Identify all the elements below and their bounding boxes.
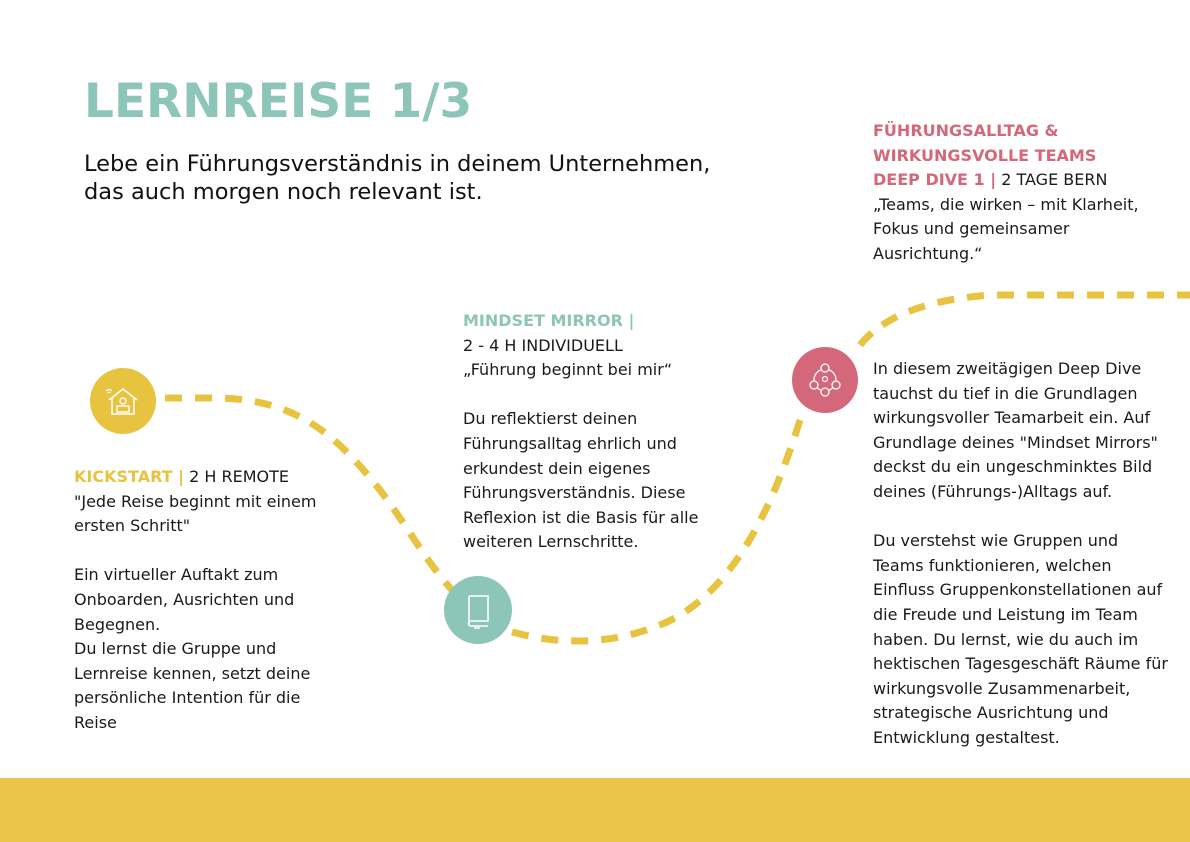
deepdive-body2-line: Du verstehst wie Gruppen und bbox=[873, 531, 1119, 551]
deepdive-body2-line: Entwicklung gestaltest. bbox=[873, 727, 1060, 747]
deepdive-title: DEEP DIVE 1 | bbox=[873, 170, 997, 190]
deepdive-body-line: tauchst du tief in die Grundlagen bbox=[873, 383, 1138, 403]
mindset-body-line: weiteren Lernschritte. bbox=[463, 532, 639, 552]
deepdive-body2-line: Teams funktionieren, welchen bbox=[873, 555, 1112, 575]
mindset-icon-circle bbox=[444, 576, 512, 644]
kickstart-block bbox=[74, 465, 374, 736]
kickstart-body-line: Onboarden, Ausrichten und bbox=[74, 589, 295, 609]
kickstart-body-line: persönliche Intention für die bbox=[74, 688, 301, 708]
kickstart-body-line: Ein virtueller Auftakt zum bbox=[74, 565, 279, 585]
mindset-body-line: erkundest dein eigenes bbox=[463, 458, 651, 478]
mindset-title: MINDSET MIRROR | bbox=[463, 311, 635, 330]
kickstart-icon-circle bbox=[90, 368, 156, 434]
deepdive-body2-line: wirkungsvolle Zusammenarbeit, bbox=[873, 678, 1131, 698]
deepdive-body2-line: haben. Du lernst, wie du auch im bbox=[873, 629, 1139, 649]
kickstart-quote-line: ersten Schritt" bbox=[74, 516, 191, 536]
deepdive-body2-line: strategische Ausrichtung und bbox=[873, 703, 1109, 723]
mindset-body-line: Führungsalltag ehrlich und bbox=[463, 433, 677, 453]
mindset-body-line: Du reflektierst deinen bbox=[463, 409, 638, 429]
deepdive-body2-line: Einfluss Gruppenkonstellationen auf bbox=[873, 580, 1163, 600]
kickstart-body-line: Lernreise kennen, setzt deine bbox=[74, 663, 311, 683]
deepdive-heading bbox=[873, 168, 1183, 193]
deepdive-heading-line: WIRKUNGSVOLLE TEAMS bbox=[873, 145, 1097, 165]
page-subtitle: Lebe ein Führungsverständnis in deinem Unternehmen, das auch morgen noch relevant ist. bbox=[84, 151, 711, 205]
mindset-quote-line: „Führung beginnt bei mir“ bbox=[463, 360, 673, 380]
deepdive-body-line: deckst du ein ungeschminktes Bild bbox=[873, 457, 1153, 477]
deepdive-header-block bbox=[873, 119, 1183, 267]
mindset-block bbox=[463, 309, 763, 555]
deepdive-body2-line: die Freude und Leistung im Team bbox=[873, 604, 1138, 624]
kickstart-title: KICKSTART | bbox=[74, 467, 184, 486]
mindset-body-line: Reflexion ist die Basis für alle bbox=[463, 507, 699, 527]
mindset-detail: 2 - 4 H INDIVIDUELL bbox=[463, 335, 623, 355]
deepdive-quote-line: Ausrichtung.“ bbox=[873, 243, 983, 263]
page-title: LERNREISE 1/3 bbox=[84, 74, 473, 129]
kickstart-quote-line: "Jede Reise beginnt mit einem bbox=[74, 491, 317, 511]
deepdive-body-line: In diesem zweitägigen Deep Dive bbox=[873, 359, 1142, 378]
deepdive-body2-line: hektischen Tagesgeschäft Räume für bbox=[873, 654, 1168, 674]
deepdive-quote-line: Fokus und gemeinsamer bbox=[873, 219, 1070, 239]
deepdive-quote-line: „Teams, die wirken – mit Klarheit, bbox=[873, 194, 1139, 214]
kickstart-body-line: Du lernst die Gruppe und bbox=[74, 639, 277, 659]
deepdive-body-line: Grundlage deines "Mindset Mirrors" bbox=[873, 432, 1158, 452]
team-network-icon bbox=[804, 359, 846, 401]
kickstart-detail: 2 H REMOTE bbox=[189, 467, 289, 486]
home-office-icon bbox=[103, 381, 143, 421]
kickstart-body-line: Reise bbox=[74, 712, 117, 732]
kickstart-heading bbox=[74, 465, 374, 490]
mindset-body-line: Führungsverständnis. Diese bbox=[463, 483, 686, 503]
footer-bar bbox=[0, 778, 1190, 842]
deepdive-body-block bbox=[873, 357, 1188, 751]
book-icon bbox=[459, 591, 497, 629]
deepdive-body-line: wirkungsvoller Teamarbeit ein. Auf bbox=[873, 408, 1151, 428]
deepdive-icon-circle bbox=[792, 347, 858, 413]
deepdive-heading-line: FÜHRUNGSALLTAG & bbox=[873, 121, 1059, 140]
kickstart-body-line: Begegnen. bbox=[74, 614, 161, 634]
deepdive-detail: 2 TAGE BERN bbox=[1001, 170, 1108, 190]
deepdive-body-line: deines (Führungs-)Alltags auf. bbox=[873, 481, 1113, 501]
